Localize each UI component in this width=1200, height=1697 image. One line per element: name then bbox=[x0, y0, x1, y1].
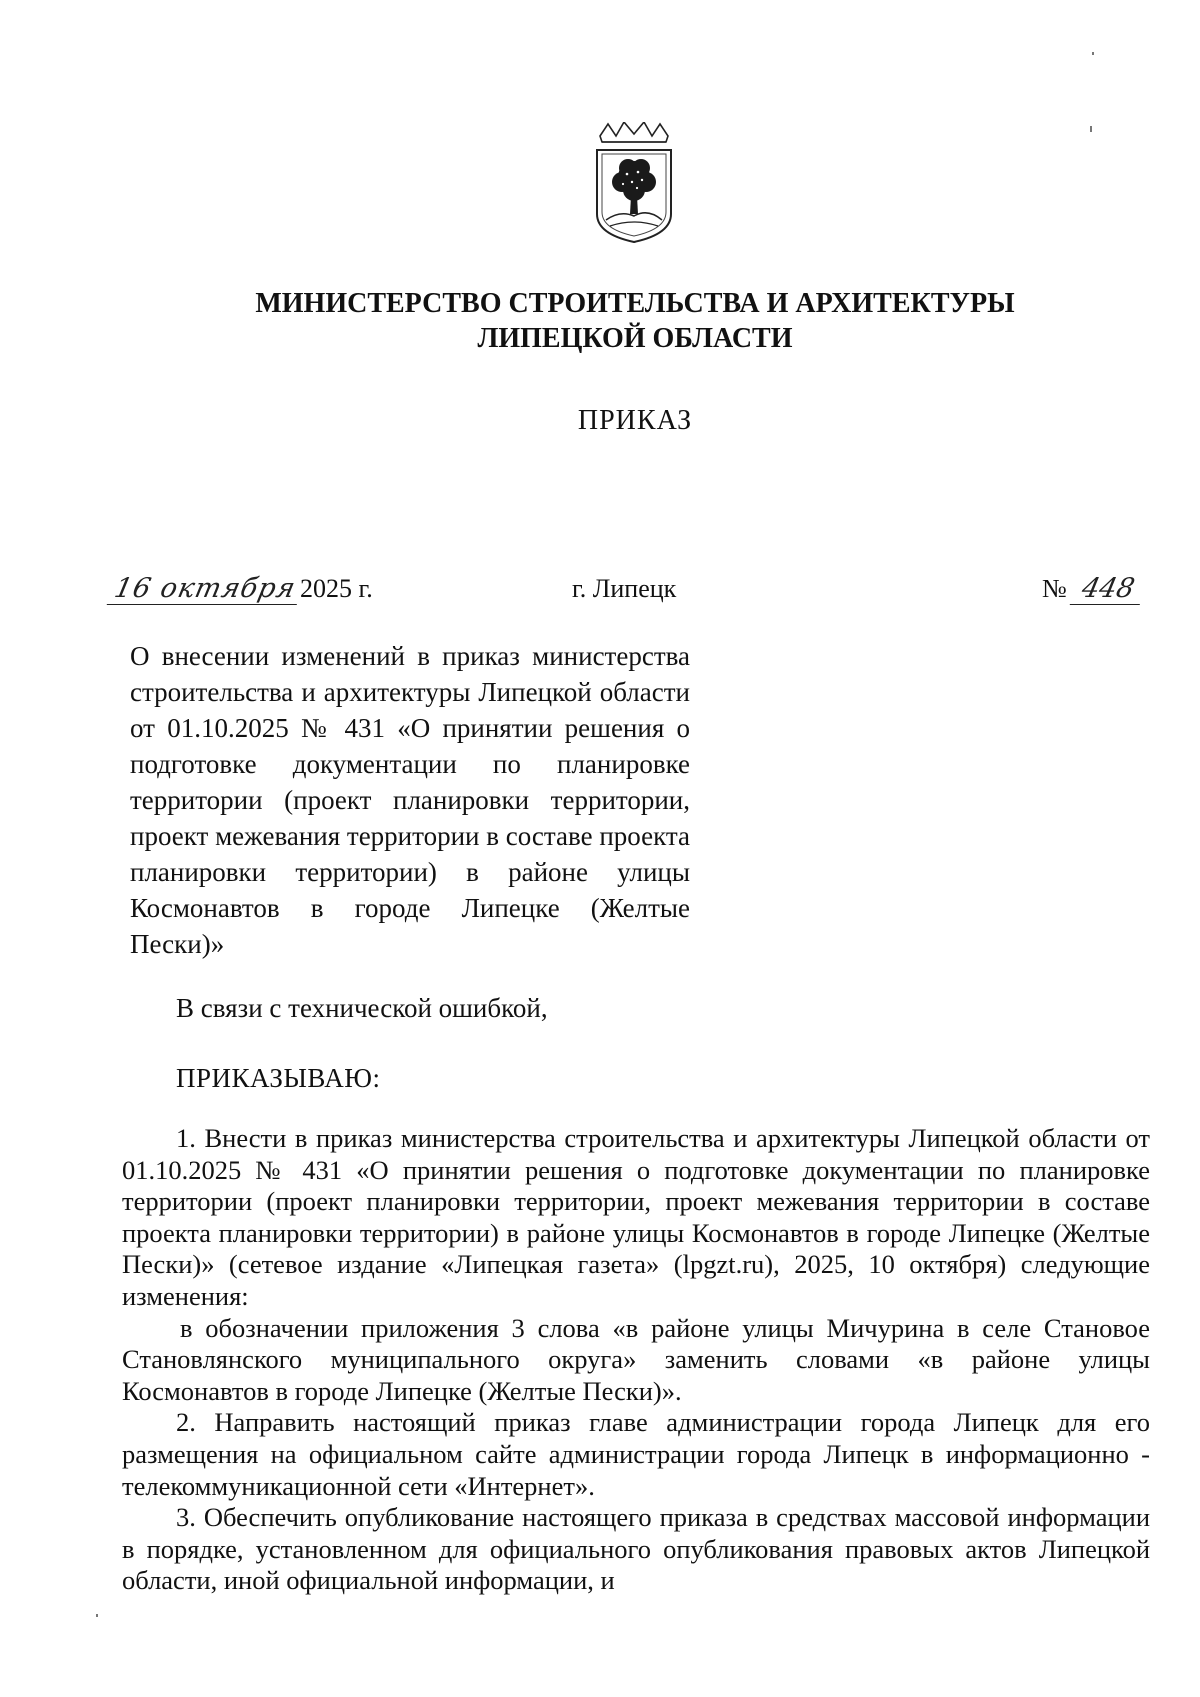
scan-speck bbox=[1090, 126, 1092, 132]
subject-text: О внесении изменений в приказ министерства строительства и архитектуры Липецкой области от 01.10.2025 № 431 «О принятии решения о подготовке документации по планировке территории (проект планировки территории, проект межевания территории в составе проекта планировки территории) в районе улицы Космонавтов в городе Липецке (Желтые bbox=[130, 641, 690, 923]
order-number bbox=[1042, 573, 1143, 605]
item-1: 1. Внести в приказ министерства строительства и архитектуры Липецкой области от 01.10.2025 № 431 «О принятии решения о подготовке документации по планировке территории (проект планировки территории, проект межевания территории в составе проекта планировки территории) в районе улицы Космонавтов в городе Липецке (Желтые Пески)» (сетевое издание «Липецкая газета» (lpgzt.ru), 2025, 10 октября) следующие изменения: bbox=[122, 1123, 1150, 1311]
coat-of-arms-icon bbox=[594, 122, 674, 244]
order-subject bbox=[130, 638, 690, 962]
item-2: 2. Направить настоящий приказ главе администрации города Липецк для его размещения на официальном сайте администрации города Липецк в информационно - телекоммуникационной сети «Интернет». bbox=[122, 1407, 1150, 1501]
item-1-change: в обозначении приложения 3 слова «в районе улицы Мичурина в селе Становое Становлянского муниципального округа» заменить словами «в районе улицы Космонавтов в городе Липецке (Желтые Пески)». bbox=[122, 1312, 1150, 1406]
handwritten-number: 448 bbox=[1070, 574, 1147, 605]
order-word: ПРИКАЗЫВАЮ: bbox=[176, 1063, 381, 1093]
subject-last-line: Пески)» bbox=[130, 929, 225, 959]
order-year: 2025 г. bbox=[300, 574, 373, 603]
number-sign: № bbox=[1042, 574, 1067, 603]
item-3: 3. Обеспечить опубликование настоящего приказа в средствах массовой информации в порядке, установленном для официального опубликования правовых актов Липецкой области, иной официальной информации, и bbox=[122, 1502, 1150, 1596]
document-type: ПРИКАЗ bbox=[577, 405, 693, 436]
scan-speck bbox=[1092, 52, 1094, 55]
handwritten-date: 16 октября bbox=[107, 574, 304, 605]
order-date bbox=[110, 573, 373, 605]
ministry-name-line1: МИНИСТЕРСТВО СТРОИТЕЛЬСТВА И АРХИТЕКТУРЫ bbox=[255, 288, 1015, 319]
order-city: г. Липецк bbox=[572, 574, 677, 603]
ministry-name-line2: ЛИПЕЦКОЙ ОБЛАСТИ bbox=[477, 323, 793, 354]
scan-speck bbox=[96, 1614, 98, 1617]
order-body bbox=[122, 1123, 1150, 1597]
ministry-heading bbox=[0, 286, 1200, 356]
preamble: В связи с технической ошибкой, bbox=[176, 993, 548, 1023]
